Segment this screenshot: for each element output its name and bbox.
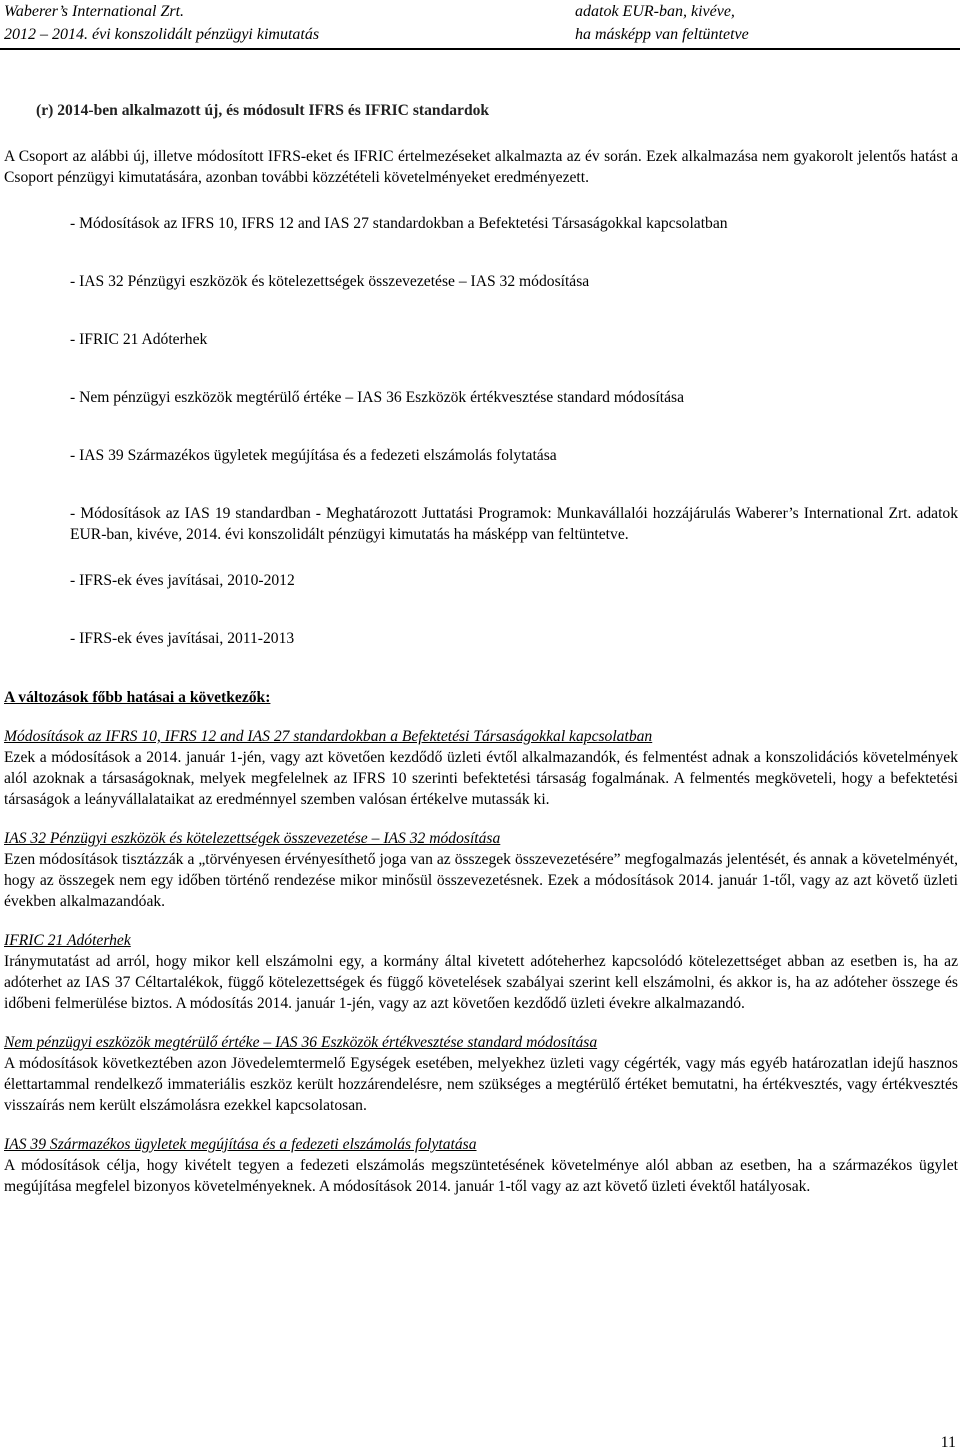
page-header bbox=[0, 0, 960, 48]
list-item: - Nem pénzügyi eszközök megtérülő értéke – IAS 36 Eszközök értékvesztése standard módosítása bbox=[70, 389, 685, 406]
list-item: - IFRS-ek éves javításai, 2011-2013 bbox=[70, 630, 295, 647]
list-item: - IAS 39 Származékos ügyletek megújítása és a fedezeti elszámolás folytatása bbox=[70, 447, 557, 464]
section-intro: A Csoport az alábbi új, illetve módosított IFRS-eket és IFRIC értelmezéseket alkalmazta az év során. Ezek alkalmazása nem gyakorolt jelentős hatást a Csoport pénzügyi kimutatására, azonban további közzétételi követelményeket eredményezett. bbox=[4, 148, 958, 186]
effect-body: A módosítások következtében azon Jövedelemtermelő Egységek esetében, melyekhez üzleti vagy cégérték, vagy más egyéb határozatlan idejű hasznos élettartammal rendelkező immateriális eszköz került hozzárendelésre, nem szükséges a megtérülő értéket bemutatni, ha értékvesztés, vagy értékvesztés visszaírás nem került elszámolásra ezekkel kapcsolatosan. bbox=[4, 1055, 958, 1114]
effect-subtitle: IFRIC 21 Adóterhek bbox=[4, 932, 131, 949]
effect-subtitle: Nem pénzügyi eszközök megtérülő értéke – IAS 36 Eszközök értékvesztése standard módosítása bbox=[4, 1034, 598, 1051]
header-currency-note-2: ha másképp van feltüntetve bbox=[575, 26, 749, 43]
effect-subtitle: IAS 32 Pénzügyi eszközök és kötelezettségek összevezetése – IAS 32 módosítása bbox=[4, 830, 501, 847]
header-rule bbox=[0, 48, 960, 50]
effect-subtitle: Módosítások az IFRS 10, IFRS 12 and IAS 27 standardokban a Befektetési Társaságokkal kapcsolatban bbox=[4, 728, 653, 745]
header-company: Waberer’s International Zrt. bbox=[4, 3, 185, 20]
list-item: - IAS 32 Pénzügyi eszközök és kötelezettségek összevezetése – IAS 32 módosítása bbox=[70, 273, 590, 290]
list-item: - IFRS-ek éves javításai, 2010-2012 bbox=[70, 572, 295, 589]
header-currency-note: adatok EUR-ban, kivéve, bbox=[575, 3, 735, 20]
list-item: - Módosítások az IFRS 10, IFRS 12 and IAS 27 standardokban a Befektetési Társaságokkal kapcsolatban bbox=[70, 215, 728, 232]
effect-body: A módosítások célja, hogy kivételt tegyen a fedezeti elszámolás megszüntetésének követelménye alól abban az esetben, ha a származékos ügylet megújítása megfelel bizonyos követelményeknek. A módosítások 2014. január 1-től vagy az azt követő üzleti évektől hatályosak. bbox=[4, 1157, 958, 1195]
effect-body: Ezen módosítások tisztázzák a „törvényesen érvényesíthető joga van az összegek összevezetésére” megfogalmazás jelentését, és annak a követelményét, hogy az összegek nem egy időben történő rendezése mikor minősül összevezetésnek. Ezek a módosítások 2014. január 1-től, vagy az azt követő üzleti években alkalmazandóak. bbox=[4, 851, 958, 910]
effects-heading: A változások főbb hatásai a következők: bbox=[4, 689, 271, 706]
section-title: (r) 2014-ben alkalmazott új, és módosult IFRS és IFRIC standardok bbox=[36, 102, 490, 119]
page-content bbox=[4, 90, 958, 1197]
header-statement: 2012 – 2014. évi konszolidált pénzügyi kimutatás bbox=[4, 26, 320, 43]
list-item: - IFRIC 21 Adóterhek bbox=[70, 331, 208, 348]
list-item: - Módosítások az IAS 19 standardban - Meghatározott Juttatási Programok: Munkavállalói hozzájárulás Waberer’s International Zrt. adatok EUR-ban, kivéve, 2014. évi konszolidált pénzügyi kimutatás ha másképp van feltüntetve. bbox=[70, 505, 958, 543]
page-number: 11 bbox=[940, 1434, 956, 1451]
effect-subtitle: IAS 39 Származékos ügyletek megújítása és a fedezeti elszámolás folytatása bbox=[4, 1136, 477, 1153]
effect-body: Iránymutatást ad arról, hogy mikor kell elszámolni egy, a kormány által kivetett adóteherhez kapcsolódó kötelezettséget abban az esetben is, ha az adóterhet az IAS 37 Céltartalékok, függő kötelezettségek és függő követelések szabályai szerint kell elszámolni, és akkor is, ha az adóteher összege és időbeni felmerülése biztos. A módosítás 2014. január 1-jén, vagy az azt követően kezdődő üzleti évekre alkalmazandó. bbox=[4, 953, 958, 1012]
effect-body: Ezek a módosítások a 2014. január 1-jén, vagy azt követően kezdődő üzleti évtől alkalmazandók, és felmentést adnak a konszolidációs követelmények alól azoknak a társaságoknak, melyek megfelelnek az IFRS 10 szerinti befektetési társaság fogalmának. A felmentés megköveteli, hogy a befektetési társaságok a leányvállalataikat az eredménnyel szemben valósan értékelve mutassák ki. bbox=[4, 749, 958, 808]
